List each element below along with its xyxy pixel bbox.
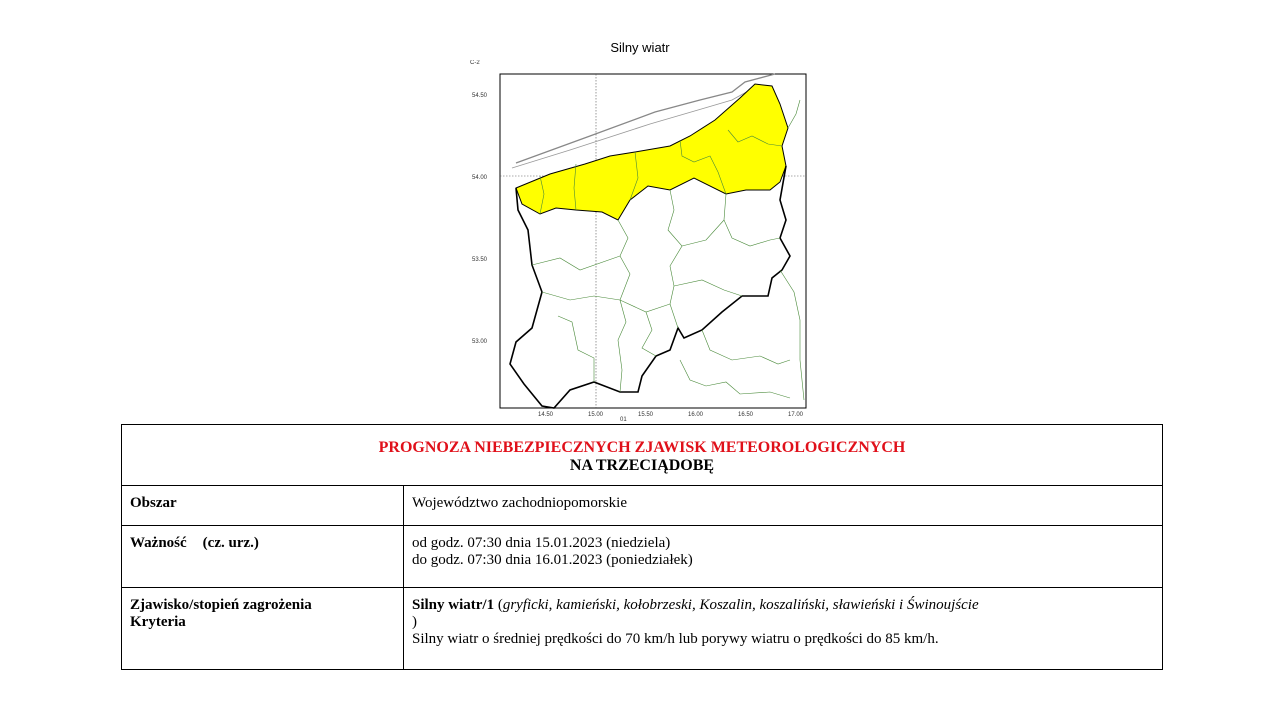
x-tick: 15.00 (588, 412, 604, 418)
forecast-title: PROGNOZA NIEBEZPIECZNYCH ZJAWISK METEOROLOGICZNYCH (378, 439, 906, 456)
validity-value (404, 526, 1163, 588)
y-tick: 54.00 (472, 175, 488, 181)
area-value: Województwo zachodniopomorskie (404, 486, 1163, 526)
y-tick: 53.00 (472, 339, 488, 345)
phenomenon-close-paren: ) (412, 614, 417, 630)
phenomenon-name: Silny wiatr/1 (412, 597, 495, 613)
phenomenon-label-line2: Kryteria (130, 614, 186, 630)
forecast-subtitle: NA TRZECIĄDOBĘ (569, 457, 715, 474)
map-title: Silny wiatr (610, 40, 670, 55)
phenomenon-label-line1: Zjawisko/stopień zagrożenia (130, 597, 312, 613)
area-label: Obszar (122, 486, 404, 526)
validity-label-main: Ważność (130, 535, 187, 551)
map-bottom-label: 01 (620, 417, 627, 422)
validity-from: od godz. 07:30 dnia 15.01.2023 (niedziela) (412, 535, 671, 551)
warning-map (470, 60, 810, 422)
y-tick: 53.50 (472, 257, 488, 263)
phenomenon-label (122, 588, 404, 670)
x-tick: 15.50 (638, 412, 654, 418)
validity-label-note: (cz. urz.) (202, 535, 259, 551)
map-corner-label: C-2 (470, 60, 480, 66)
phenomenon-districts: gryficki, kamieński, kołobrzeski, Koszalin, koszaliński, sławieński i Świnoujście (502, 597, 979, 613)
y-tick: 54.50 (472, 93, 488, 99)
phenomenon-line (412, 597, 1154, 614)
validity-to: do godz. 07:30 dnia 16.01.2023 (poniedziałek) (412, 552, 693, 568)
x-tick: 16.00 (688, 412, 704, 418)
criteria-text: Silny wiatr o średniej prędkości do 70 km/h lub porywy wiatru o prędkości do 85 km/h. (412, 631, 939, 647)
x-tick: 16.50 (738, 412, 754, 418)
validity-label (122, 526, 404, 588)
forecast-header (122, 425, 1163, 486)
x-tick: 17.00 (788, 412, 804, 418)
phenomenon-value (404, 588, 1163, 670)
forecast-table (121, 424, 1163, 670)
x-tick: 14.50 (538, 412, 554, 418)
phenomenon-open-paren: ( (497, 597, 503, 613)
